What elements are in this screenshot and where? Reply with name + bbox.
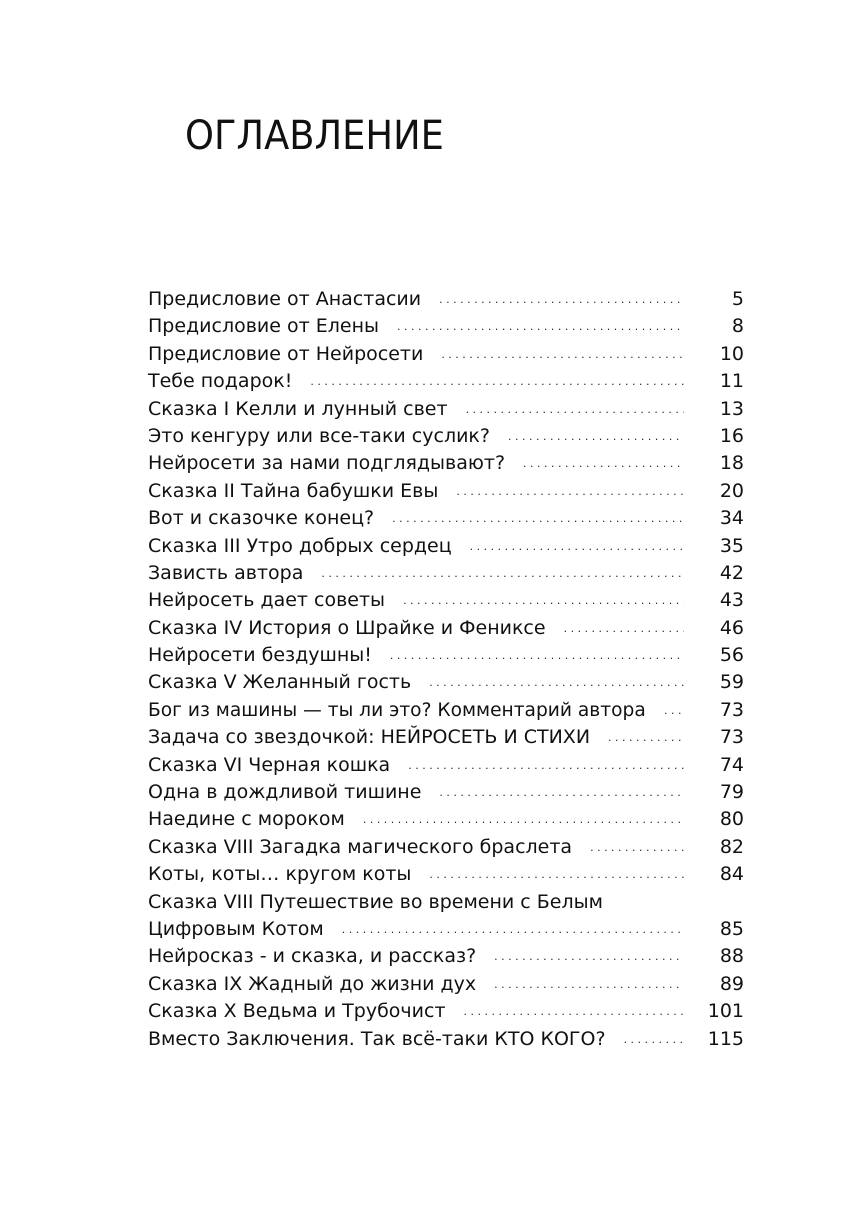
toc-entry (148, 286, 744, 313)
toc-entry (148, 368, 744, 395)
toc-entry-title: Задача со звездочкой: НЕЙРОСЕТЬ И СТИХИ (148, 726, 591, 749)
toc-entry (148, 752, 744, 779)
toc-entry-title: Нейросказ - и сказка, и рассказ? (148, 945, 477, 968)
dot-leader (310, 368, 684, 395)
dot-leader (624, 1026, 684, 1053)
dot-leader (590, 834, 684, 861)
dot-leader (439, 779, 684, 806)
toc-entry-two-line (148, 889, 744, 944)
dot-leader (390, 642, 684, 669)
toc-entry-title: Сказка I Келли и лунный свет (148, 397, 448, 420)
toc-entry-title-line-2: Цифровым Котом (148, 917, 324, 940)
toc-entry-title: Наедине с мороком (148, 808, 345, 831)
toc-entry-title: Сказка X Ведьма и Трубочист (148, 1000, 446, 1023)
dot-leader (342, 916, 684, 943)
toc-entry-title: Бог из машины — ты ли это? Комментарий автора (148, 698, 646, 721)
toc-entry-title: Вместо Заключения. Так всё-таки КТО КОГО? (148, 1027, 606, 1050)
dot-leader (564, 615, 684, 642)
dot-leader (470, 533, 684, 560)
toc-entry-title: Сказка V Желанный гость (148, 671, 412, 694)
toc-entry-page: 73 (719, 726, 744, 749)
toc-entry (148, 943, 744, 970)
toc-entry-page: 16 (719, 424, 744, 447)
dot-leader (397, 313, 684, 340)
toc-entry (148, 533, 744, 560)
toc-entry-page: 59 (719, 671, 744, 694)
toc-entry-page: 43 (719, 589, 744, 612)
toc-entry-title: Нейросеть дает советы (148, 589, 386, 612)
dot-leader (466, 396, 684, 423)
toc-entry-page: 79 (719, 781, 744, 804)
toc-entry-page: 115 (707, 1027, 744, 1050)
dot-leader (464, 998, 684, 1025)
toc-entry (148, 313, 744, 340)
toc-entry-title: Нейросети за нами подглядывают? (148, 452, 506, 475)
toc-entry (148, 587, 744, 614)
toc-entry (148, 669, 744, 696)
toc-entry-title: Одна в дождливой тишине (148, 781, 422, 804)
toc-entry (148, 779, 744, 806)
dot-leader (363, 806, 684, 833)
toc-entry (148, 615, 744, 642)
toc-entry (148, 560, 744, 587)
dot-leader (429, 861, 684, 888)
dot-leader (494, 971, 684, 998)
dot-leader (441, 341, 684, 368)
dot-leader (321, 560, 684, 587)
toc-entry (148, 450, 744, 477)
toc-entry (148, 1026, 744, 1053)
toc-entry-title: Сказка III Утро добрых сердец (148, 534, 452, 557)
dot-leader (508, 423, 684, 450)
dot-leader (608, 724, 684, 751)
dot-leader (403, 587, 684, 614)
toc-entry-page: 74 (719, 753, 744, 776)
toc-entry-page: 84 (719, 863, 744, 886)
toc-entry-page: 35 (719, 534, 744, 557)
dot-leader (408, 752, 684, 779)
toc-entry (148, 998, 744, 1025)
toc-entry-page: 13 (719, 397, 744, 420)
toc-entry (148, 396, 744, 423)
toc-entry-page: 5 (731, 288, 744, 310)
toc-entry-page: 8 (731, 315, 744, 338)
toc-entry (148, 971, 744, 998)
toc-entry (148, 806, 744, 833)
toc-entry-title: Коты, коты… кругом коты (148, 863, 412, 886)
toc-entry-title: Сказка II Тайна бабушки Евы (148, 479, 439, 502)
toc-entry (148, 642, 744, 669)
toc-entry-page: 56 (719, 644, 744, 667)
toc-entry (148, 834, 744, 861)
toc-entry (148, 478, 744, 505)
toc-entry-title: Это кенгуру или все-таки суслик? (148, 424, 490, 447)
toc-entry (148, 697, 744, 724)
toc-entry-page: 101 (707, 1000, 744, 1023)
toc-entry-title: Сказка VIII Загадка магического браслета (148, 835, 573, 858)
dot-leader (429, 669, 684, 696)
toc-entry-page: 11 (719, 370, 744, 393)
toc-entry-page: 18 (719, 452, 744, 475)
toc-entry-page: 82 (719, 835, 744, 858)
toc-entry-title: Предисловие от Нейросети (148, 342, 424, 365)
toc-entry-title-line-1: Сказка VIII Путешествие во времени с Белым (148, 890, 603, 913)
toc-entry-page: 80 (719, 808, 744, 831)
toc-entry-page: 34 (719, 507, 744, 530)
toc-entry-page: 46 (719, 616, 744, 639)
toc-entry-page: 20 (719, 479, 744, 502)
toc-entry-page: 42 (719, 561, 744, 584)
toc-entry (148, 724, 744, 751)
dot-leader (392, 505, 684, 532)
toc-entry-title: Сказка IV История о Шрайке и Фениксе (148, 616, 546, 639)
dot-leader (439, 286, 684, 313)
toc-entry-page: 73 (719, 698, 744, 721)
toc-entry-title: Сказка IX Жадный до жизни дух (148, 972, 477, 995)
toc-entry-page: 85 (719, 917, 744, 940)
dot-leader (664, 697, 684, 724)
toc-entry-page: 88 (719, 945, 744, 968)
toc-entry (148, 505, 744, 532)
toc-entry-title: Сказка VI Черная кошка (148, 753, 391, 776)
dot-leader (523, 450, 684, 477)
table-of-contents (148, 286, 744, 1053)
toc-entry-title: Предисловие от Анастасии (148, 288, 422, 310)
toc-entry (148, 341, 744, 368)
toc-entry (148, 423, 744, 450)
toc-entry-page: 10 (719, 342, 744, 365)
page-title: ОГЛАВЛЕНИЕ (185, 113, 444, 159)
dot-leader (494, 943, 684, 970)
toc-entry-title: Вот и сказочке конец? (148, 507, 375, 530)
toc-entry (148, 861, 744, 888)
toc-entry-title: Предисловие от Елены (148, 315, 380, 338)
toc-entry-title: Тебе подарок! (148, 370, 293, 393)
toc-entry-title: Нейросети бездушны! (148, 644, 372, 667)
toc-entry-title: Зависть автора (148, 561, 304, 584)
dot-leader (456, 478, 684, 505)
toc-entry-page: 89 (719, 972, 744, 995)
